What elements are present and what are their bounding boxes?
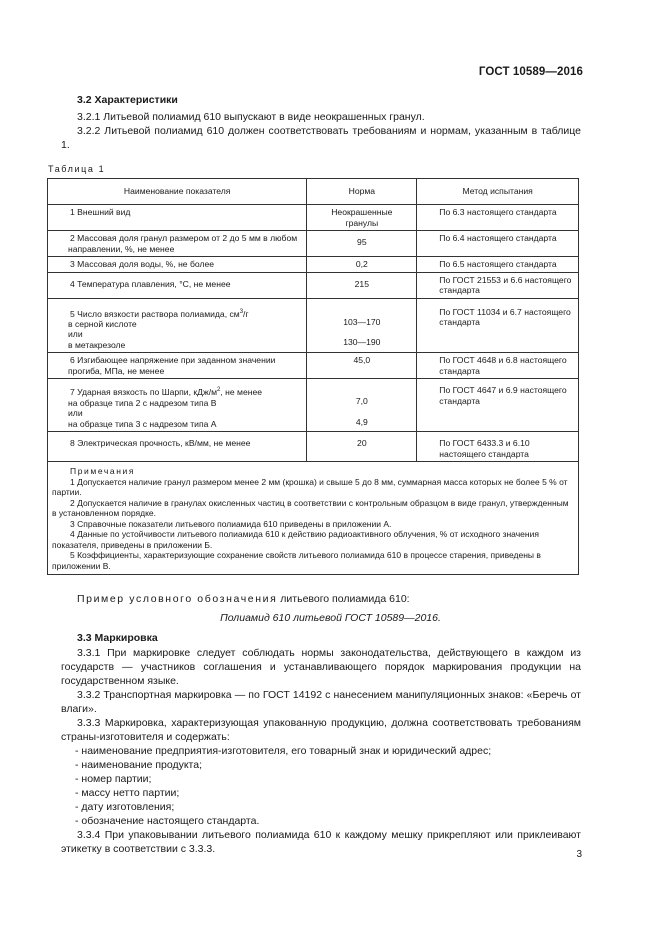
list-item: - номер партии; — [75, 773, 152, 785]
row-5-name — [48, 298, 307, 353]
header-method: Метод испытания — [417, 179, 579, 205]
row-7-name — [48, 379, 307, 432]
section-3-3-title: 3.3 Маркировка — [77, 632, 158, 644]
table-header-row — [48, 179, 579, 205]
example-label-spaced: Пример условного обозначения — [77, 593, 278, 605]
row-4-norm: 215 — [307, 272, 417, 298]
row-7-name-a: 7 Ударная вязкость по Шарпи, кДж/м — [70, 387, 217, 398]
row-3-norm: 0,2 — [307, 257, 417, 273]
example-label-rest: литьевого полиамида 610: — [277, 593, 410, 605]
row-2-norm: 95 — [307, 231, 417, 257]
example-designation: Полиамид 610 литьевой ГОСТ 10589—2016. — [220, 612, 441, 624]
list-item: - массу нетто партии; — [75, 787, 180, 799]
paragraph-3-2-1: 3.2.1 Литьевой полиамид 610 выпускают в виде неокрашенных гранул. — [77, 111, 425, 123]
paragraph-3-3-3: 3.3.3 Маркировка, характеризующая упакованную продукцию, должна соответствовать требованиям страны-изготовителя и содержать: — [61, 717, 581, 743]
row-7-name-l2: на образце типа 2 с надрезом типа В — [68, 397, 217, 408]
row-7-name-l3: или — [68, 408, 83, 419]
table-row — [48, 257, 579, 273]
list-item: - дату изготовления; — [75, 801, 175, 813]
note-4: 4 Данные по устойчивости литьевого полиамида 610 к действию радиоактивного облучения, % от исходного значения показателя, приведены в приложении Б. — [52, 529, 539, 550]
row-6-norm: 45,0 — [307, 353, 417, 379]
row-5-name-l2: в серной кислоте — [68, 318, 137, 329]
table-notes — [48, 462, 579, 575]
note-5: 5 Коэффициенты, характеризующие сохранение свойств литьевого полиамида 610 в процессе старения, приведены в приложении В. — [52, 550, 541, 571]
table-row — [48, 298, 579, 353]
row-4-name: 4 Температура плавления, °С, не менее — [48, 272, 307, 298]
row-8-norm: 20 — [307, 432, 417, 462]
row-7-norm — [307, 379, 417, 432]
row-7-name-l4: на образце типа 3 с надрезом типа А — [68, 418, 217, 429]
row-7-norm-2: 4,9 — [355, 416, 368, 427]
header-indicator: Наименование показателя — [48, 179, 307, 205]
row-8-method: По ГОСТ 6433.3 и 6.10 настоящего стандарта — [417, 432, 579, 462]
paragraph-3-3-2: 3.3.2 Транспортная маркировка — по ГОСТ 14192 с нанесением манипуляционных знаков: «Беречь от влаги». — [61, 689, 581, 715]
table-row — [48, 205, 579, 231]
paragraph-3-3-4: 3.3.4 При упаковывании литьевого полиамида 610 к каждому мешку прикрепляют или приклеивают этикетку в соответствии с 3.3.3. — [61, 829, 581, 855]
paragraph-3-2-2: 3.2.2 Литьевой полиамид 610 должен соответствовать требованиям и нормам, указанным в таблице 1. — [61, 125, 581, 151]
row-1-name: 1 Внешний вид — [48, 205, 307, 231]
paragraph-3-3-1: 3.3.1 При маркировке следует соблюдать нормы законодательства, действующего в каждом из государств — участников соглашения и устанавливающего порядок маркирования продукции на государственном языке. — [61, 647, 581, 687]
row-7-norm-1: 7,0 — [355, 396, 368, 407]
row-3-method: По 6.5 настоящего стандарта — [417, 257, 579, 273]
table-row — [48, 231, 579, 257]
table-row — [48, 432, 579, 462]
row-6-name: 6 Изгибающее напряжение при заданном значении прогиба, МПа, не менее — [48, 353, 307, 379]
table-notes-row — [48, 462, 579, 575]
example-label — [77, 592, 410, 606]
row-1-norm: Неокрашенные гранулы — [307, 205, 417, 231]
note-2: 2 Допускается наличие в гранулах окисленных частиц в соответствии с контрольным образцом в виде гранул, утвержденным в установленном порядке. — [52, 497, 569, 519]
row-5-name-b: /г — [243, 308, 249, 319]
table-row — [48, 272, 579, 298]
characteristics-table — [47, 178, 579, 575]
table-caption: Таблица 1 — [48, 164, 106, 174]
row-7-name-b: , не менее — [220, 387, 263, 398]
row-5-method: По ГОСТ 11034 и 6.7 настоящего стандарта — [417, 298, 579, 353]
table-row — [48, 379, 579, 432]
row-7-name-sup: 2 — [217, 387, 221, 394]
row-2-name: 2 Массовая доля гранул размером от 2 до 5 мм в любом направлении, %, не менее — [48, 231, 307, 257]
row-4-method: По ГОСТ 21553 и 6.6 настоящего стандарта — [417, 272, 579, 298]
row-5-name-sup: 3 — [239, 308, 244, 315]
row-5-norm-1: 103—170 — [343, 316, 381, 327]
section-3-2-title: 3.2 Характеристики — [77, 94, 178, 106]
row-5-norm-2: 130—190 — [343, 337, 381, 347]
list-item: - наименование продукта; — [75, 759, 203, 771]
row-5-name-l4: в метакрезоле — [68, 339, 126, 350]
marking-list — [61, 744, 581, 828]
list-item: - обозначение настоящего стандарта. — [75, 815, 260, 827]
row-5-norm — [307, 298, 417, 353]
row-2-method: По 6.4 настоящего стандарта — [417, 231, 579, 257]
row-5-name-l3: или — [68, 329, 83, 340]
notes-title: Примечания — [70, 466, 136, 477]
list-item: - наименование предприятия-изготовителя, его товарный знак и юридический адрес; — [75, 745, 492, 757]
note-1: 1 Допускается наличие гранул размером менее 2 мм (крошка) и свыше 5 до 8 мм, суммарная масса которых не более 5 % от партии. — [52, 476, 568, 498]
page-number: 3 — [576, 849, 582, 860]
header-norm: Норма — [307, 179, 417, 205]
row-6-method: По ГОСТ 4648 и 6.8 настоящего стандарта — [417, 353, 579, 379]
standard-header: ГОСТ 10589—2016 — [478, 66, 583, 78]
row-1-method: По 6.3 настоящего стандарта — [417, 205, 579, 231]
row-7-method: По ГОСТ 4647 и 6.9 настоящего стандарта — [417, 379, 579, 432]
row-3-name: 3 Массовая доля воды, %, не более — [48, 257, 307, 273]
note-3: 3 Справочные показатели литьевого полиамида 610 приведены в приложении А. — [70, 518, 392, 529]
row-5-name-a: 5 Число вязкости раствора полиамида, см — [70, 308, 240, 319]
row-8-name: 8 Электрическая прочность, кВ/мм, не менее — [48, 432, 307, 462]
table-row — [48, 353, 579, 379]
